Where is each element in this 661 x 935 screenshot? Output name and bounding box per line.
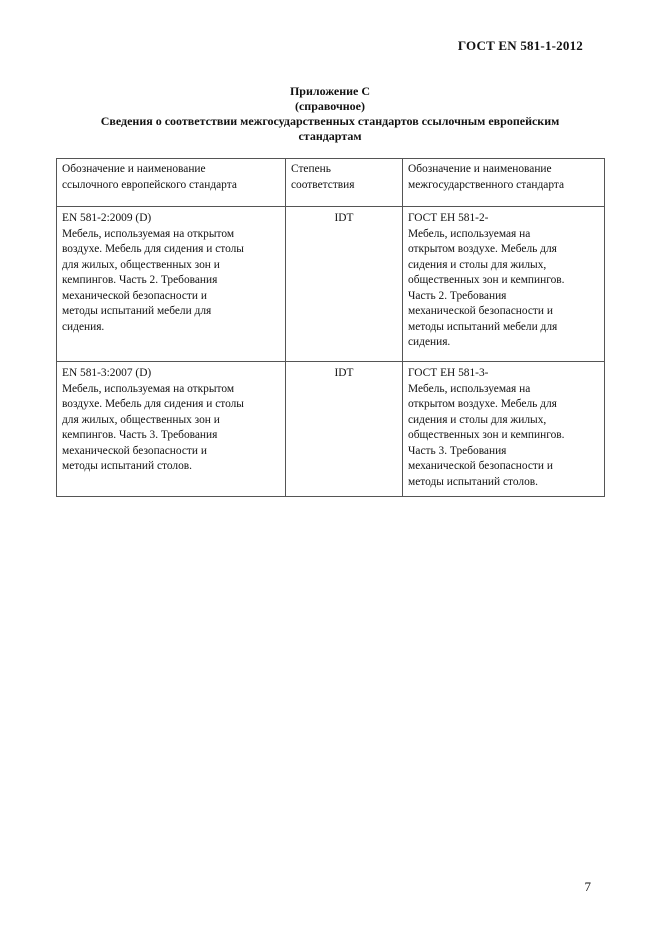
interstate-standard-cell — [403, 207, 605, 362]
cell-text-line: EN 581-3:2007 (D) — [62, 367, 152, 379]
column-header-degree — [286, 159, 403, 207]
cell-text-line: ГОСТ EH 581-2- — [408, 212, 489, 224]
cell-text-line: сидения и столы для жилых, — [408, 258, 547, 271]
cell-text-line: Мебель, используемая на — [408, 227, 531, 240]
appendix-caption-line-1: Сведения о соответствии межгосударственных стандартов ссылочным европейским — [100, 114, 560, 128]
cell-text-line: механической безопасности и — [62, 289, 207, 302]
cell-text-line: Часть 3. Требования — [408, 444, 507, 457]
appendix-subtitle: (справочное) — [294, 99, 365, 113]
cell-text-line: кемпингов. Часть 3. Требования — [62, 429, 218, 441]
cell-text-line: сидения и столы для жилых, — [408, 413, 547, 426]
cell-text-line: механической безопасности и — [408, 305, 553, 317]
european-standard-cell — [57, 362, 286, 497]
cell-text-line: для жилых, общественных зон и — [62, 413, 220, 426]
table-row — [57, 207, 605, 362]
table-header-row — [57, 159, 605, 207]
header-text-line: ссылочного европейского стандарта — [62, 178, 237, 191]
header-text-line: Степень — [291, 163, 331, 175]
cell-text-line: воздухе. Мебель для сидения и столы — [62, 398, 244, 410]
cell-text-line: воздухе. Мебель для сидения и столы — [62, 243, 244, 255]
cell-text-line: кемпингов. Часть 2. Требования — [62, 274, 218, 286]
column-header-interstate — [403, 159, 605, 207]
appendix-heading — [56, 84, 604, 144]
cell-text-line: сидения. — [62, 320, 105, 333]
cell-text-line: методы испытаний столов. — [62, 460, 192, 472]
european-standard-cell — [57, 207, 286, 362]
appendix-title: Приложение С — [289, 84, 371, 98]
interstate-standard-cell — [403, 362, 605, 497]
standards-table — [56, 158, 605, 497]
header-text-line: межгосударственного стандарта — [408, 178, 565, 191]
cell-text-line: общественных зон и кемпингов. — [408, 274, 565, 286]
cell-text-line: ГОСТ EH 581-3- — [408, 367, 489, 379]
degree-cell: IDT — [286, 362, 403, 497]
cell-text-line: для жилых, общественных зон и — [62, 258, 220, 271]
cell-text-line: общественных зон и кемпингов. — [408, 429, 565, 441]
cell-text-line: механической безопасности и — [408, 460, 553, 472]
cell-text-line: Мебель, используемая на открытом — [62, 382, 235, 395]
cell-text-line: открытом воздухе. Мебель для — [408, 243, 557, 255]
appendix-caption-line-2: стандартам — [298, 129, 362, 143]
cell-text-line: Мебель, используемая на — [408, 382, 531, 395]
header-text-line: Обозначение и наименование — [408, 163, 552, 175]
cell-text-line: сидения. — [408, 336, 451, 348]
cell-text-line: методы испытаний мебели для — [408, 320, 558, 333]
cell-text-line: методы испытаний мебели для — [62, 305, 212, 317]
cell-text-line: Мебель, используемая на открытом — [62, 227, 235, 240]
page-number: 7 — [584, 879, 591, 894]
document-code: ГОСТ EN 581-1-2012 — [457, 38, 583, 53]
column-header-european — [57, 159, 286, 207]
cell-text-line: EN 581-2:2009 (D) — [62, 212, 152, 224]
cell-text-line: методы испытаний столов. — [408, 475, 538, 488]
cell-text-line: Часть 2. Требования — [408, 289, 507, 302]
table-row — [57, 362, 605, 497]
cell-text-line: открытом воздухе. Мебель для — [408, 398, 557, 410]
header-text-line: соответствия — [291, 178, 355, 191]
cell-text-line: механической безопасности и — [62, 444, 207, 457]
degree-cell: IDT — [286, 207, 403, 362]
header-text-line: Обозначение и наименование — [62, 163, 206, 175]
